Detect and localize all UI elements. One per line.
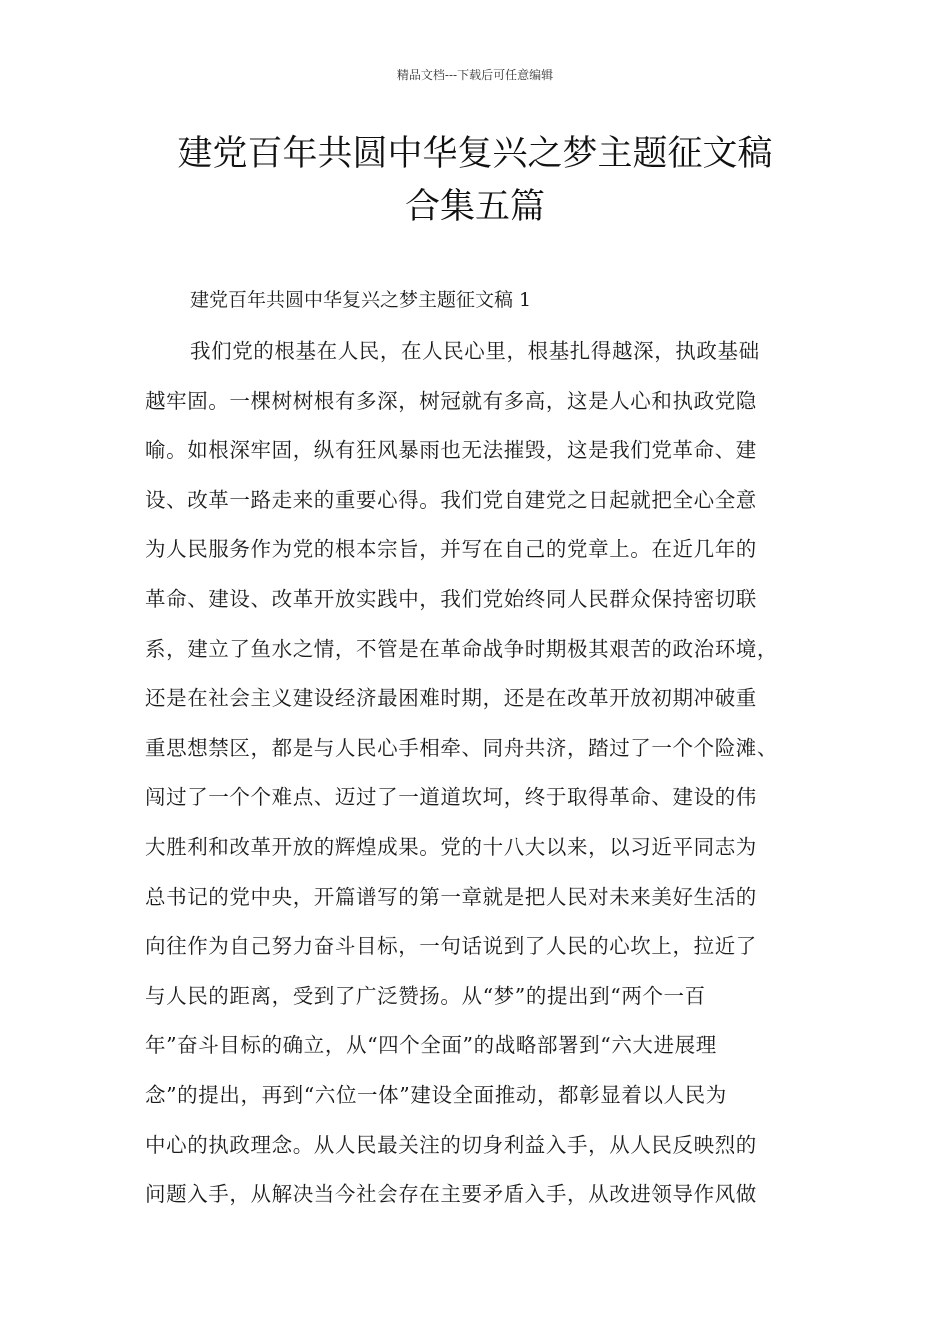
body-line: 闯过了一个个难点、迈过了一道道坎坷，终于取得革命、建设的伟 <box>145 785 757 810</box>
body-line: 与人民的距离，受到了广泛赞扬。从“梦”的提出到“两个一百 <box>145 983 706 1008</box>
body-line: 重思想禁区，都是与人民心手相牵、同舟共济，踏过了一个个险滩、 <box>145 735 778 760</box>
body-paragraph <box>145 335 825 1228</box>
body-line: 革命、建设、改革开放实践中，我们党始终同人民群众保持密切联 <box>145 586 757 611</box>
document-title <box>100 128 850 234</box>
body-line: 越牢固。一棵树树根有多深，树冠就有多高，这是人心和执政党隐 <box>145 388 757 413</box>
body-line: 问题入手，从解决当今社会存在主要矛盾入手，从改进领导作风做 <box>145 1182 757 1207</box>
body-line: 总书记的党中央，开篇谱写的第一章就是把人民对未来美好生活的 <box>145 884 757 909</box>
body-line: 念”的提出，再到“六位一体”建设全面推动，都彰显着以人民为 <box>145 1082 727 1107</box>
body-line: 设、改革一路走来的重要心得。我们党自建党之日起就把全心全意 <box>145 487 757 512</box>
body-line: 中心的执政理念。从人民最关注的切身利益入手，从人民反映烈的 <box>145 1132 757 1157</box>
body-line: 还是在社会主义建设经济最困难时期，还是在改革开放初期冲破重 <box>145 686 757 711</box>
body-line: 系，建立了鱼水之情，不管是在革命战争时期极其艰苦的政治环境， <box>145 636 778 661</box>
document-title-line-2: 合集五篇 <box>404 187 545 227</box>
section-heading: 建党百年共圆中华复兴之梦主题征文稿 1 <box>190 289 532 311</box>
document-title-line-1: 建党百年共圆中华复兴之梦主题征文稿 <box>177 134 773 174</box>
body-line: 大胜利和改革开放的辉煌成果。党的十八大以来，以习近平同志为 <box>145 834 757 859</box>
body-line: 为人民服务作为党的根本宗旨，并写在自己的党章上。在近几年的 <box>145 537 757 562</box>
body-line: 喻。如根深牢固，纵有狂风暴雨也无法摧毁，这是我们党革命、建 <box>145 438 757 463</box>
body-line: 年”奋斗目标的确立，从“四个全面”的战略部署到“六大进展理 <box>145 1033 717 1058</box>
body-line: 向往作为自己努力奋斗目标，一句话说到了人民的心坎上，拉近了 <box>145 934 757 959</box>
body-line: 我们党的根基在人民，在人民心里，根基扎得越深，执政基础 <box>190 339 760 363</box>
page-header: 精品文档---下载后可任意编辑 <box>396 68 554 82</box>
